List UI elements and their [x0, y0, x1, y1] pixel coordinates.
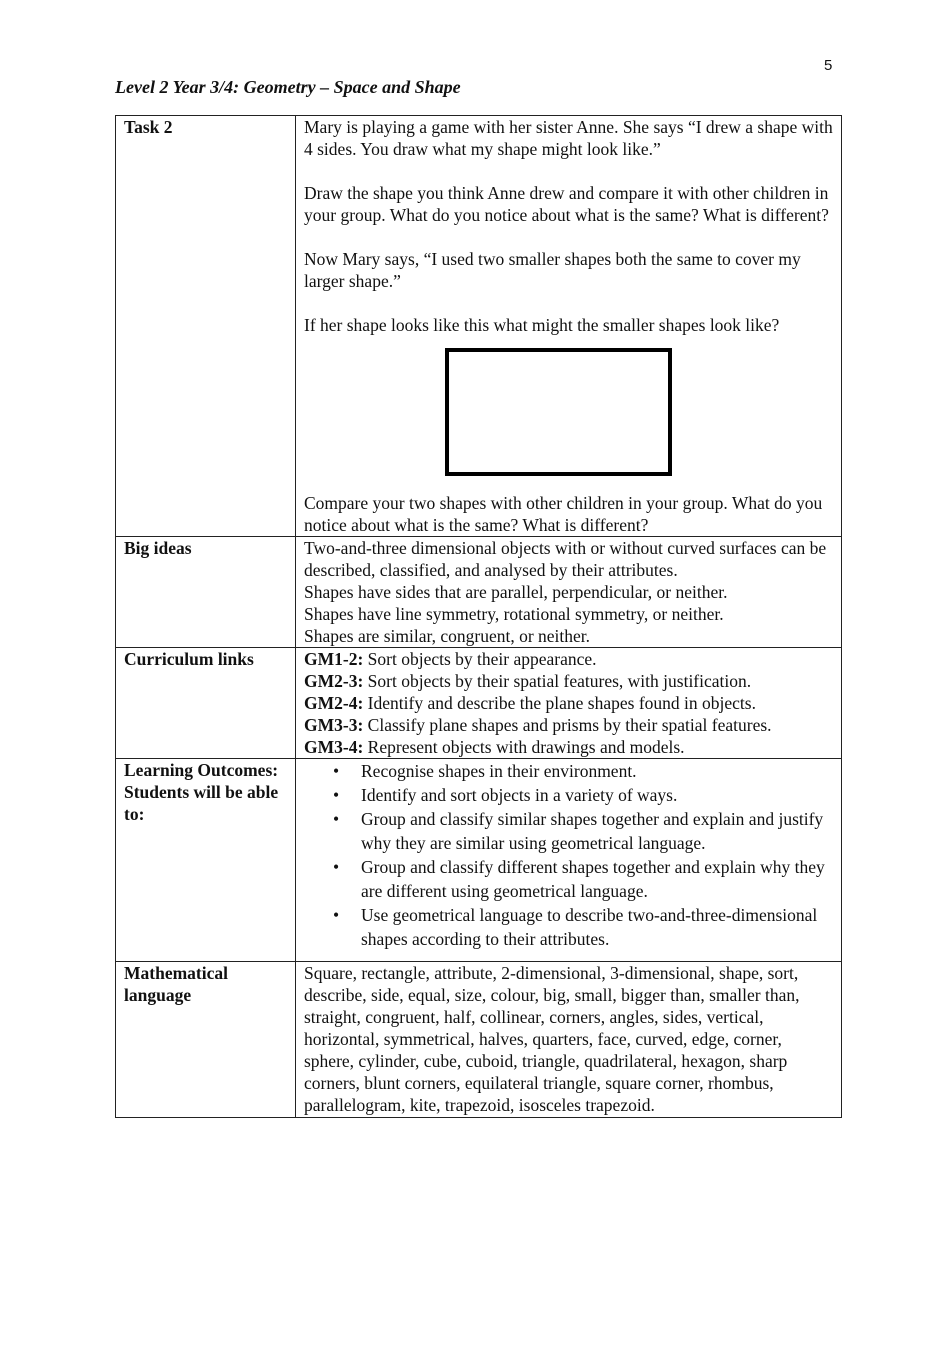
curriculum-text: Sort objects by their spatial features, with justification. — [363, 671, 752, 691]
curriculum-label: Curriculum links — [116, 648, 296, 759]
outcome-item: • Group and classify similar shapes together and explain and justify why they are similar using geometrical language. — [304, 807, 835, 855]
big-ideas-content — [296, 537, 842, 648]
language-row — [116, 962, 842, 1118]
shape-figure — [304, 348, 835, 492]
outcome-item: • Recognise shapes in their environment. — [304, 759, 835, 783]
outcomes-list — [304, 759, 835, 961]
language-content: Square, rectangle, attribute, 2-dimensional, 3-dimensional, shape, sort, describe, side, equal, size, colour, big, small, bigger than, smaller than, straight, congruent, half, collinear, corners, angles, sides, vertical, horizontal, symmetrical, halves, quarters, face, curved, edge, corner, sphere, cylinder, cube, cuboid, triangle, quadrilateral, hexagon, sharp corners, blunt corners, equilateral triangle, square corner, rhombus, parallelogram, kite, trapezoid, isosceles trapezoid. — [296, 962, 842, 1118]
big-idea-line: Two-and-three dimensional objects with or without curved surfaces can be described, classified, and analysed by their attributes. — [304, 538, 827, 580]
outcome-item: • Use geometrical language to describe two-and-three-dimensional shapes according to their attributes. — [304, 903, 835, 951]
curriculum-link — [304, 670, 835, 692]
curriculum-link — [304, 692, 835, 714]
big-idea-line: Shapes are similar, congruent, or neither. — [304, 626, 591, 646]
page-number: 5 — [824, 57, 833, 74]
curriculum-code: GM3-4: — [304, 737, 364, 757]
task-label: Task 2 — [116, 116, 296, 537]
rectangle-shape-icon — [445, 348, 672, 476]
task-paragraph: Now Mary says, “I used two smaller shapes both the same to cover my larger shape.” — [304, 249, 801, 291]
curriculum-link — [304, 736, 835, 758]
task-paragraph: Mary is playing a game with her sister Anne. She says “I drew a shape with 4 sides. You draw what my shape might look like.” — [304, 117, 833, 159]
task-content — [296, 116, 842, 537]
task-closing: Compare your two shapes with other children in your group. What do you notice about what is the same? What is different? — [304, 493, 823, 535]
page-title: Level 2 Year 3/4: Geometry – Space and Shape — [115, 77, 461, 97]
curriculum-row — [116, 648, 842, 759]
outcome-item: • Identify and sort objects in a variety of ways. — [304, 783, 835, 807]
curriculum-code: GM1-2: — [304, 649, 364, 669]
task-paragraph: Draw the shape you think Anne drew and compare it with other children in your group. What do you notice about what is the same? What is different? — [304, 183, 829, 225]
curriculum-code: GM3-3: — [304, 715, 364, 735]
curriculum-link — [304, 714, 835, 736]
big-ideas-label: Big ideas — [116, 537, 296, 648]
task-row — [116, 116, 842, 537]
curriculum-code: GM2-4: — [304, 693, 364, 713]
curriculum-text: Classify plane shapes and prisms by their spatial features. — [363, 715, 772, 735]
big-idea-line: Shapes have line symmetry, rotational symmetry, or neither. — [304, 604, 724, 624]
outcomes-label: Learning Outcomes: Students will be able to: — [116, 759, 296, 962]
outcome-item: • Group and classify different shapes together and explain why they are different using geometrical language. — [304, 855, 835, 903]
outcomes-row — [116, 759, 842, 962]
curriculum-code: GM2-3: — [304, 671, 364, 691]
curriculum-text: Identify and describe the plane shapes found in objects. — [363, 693, 756, 713]
curriculum-text: Sort objects by their appearance. — [363, 649, 597, 669]
outcomes-content — [296, 759, 842, 962]
curriculum-link — [304, 648, 835, 670]
task-paragraph: If her shape looks like this what might the smaller shapes look like? — [304, 315, 780, 335]
curriculum-content — [296, 648, 842, 759]
big-ideas-row — [116, 537, 842, 648]
big-idea-line: Shapes have sides that are parallel, perpendicular, or neither. — [304, 582, 728, 602]
curriculum-text: Represent objects with drawings and models. — [363, 737, 685, 757]
language-label: Mathematical language — [116, 962, 296, 1118]
lesson-plan-table — [115, 115, 842, 1118]
